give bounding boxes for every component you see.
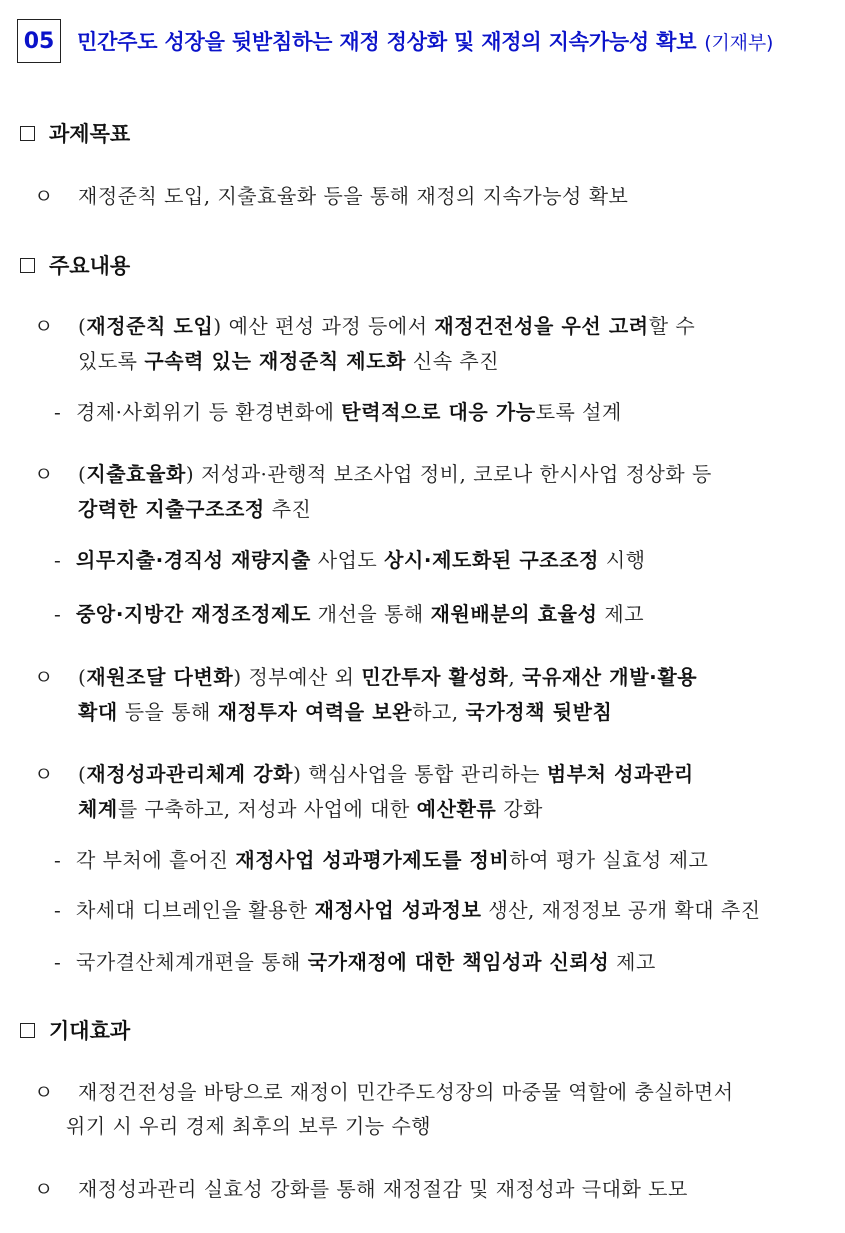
text-run: 토록 설계 [535, 400, 622, 424]
text-run: 각 부처에 흩어진 [76, 848, 236, 872]
bold-run: 범부처 성과관리 [546, 762, 694, 786]
circle-bullet-icon: ㅇ [34, 462, 54, 486]
bold-run: 상시·제도화된 구조조정 [384, 548, 600, 572]
text-run: 있도록 [78, 349, 145, 373]
text-run: ( [78, 462, 87, 486]
dash-bullet-icon: - [54, 548, 62, 572]
text-run: 국가결산체계개편을 통해 [76, 950, 308, 974]
bold-run: 재원배분의 효율성 [430, 602, 598, 626]
text-run: 신속 추진 [406, 349, 500, 373]
dash-bullet-icon: - [54, 950, 62, 974]
main-item-4-sub3 [54, 946, 656, 975]
page-title [77, 26, 773, 56]
text-run: ) 저성과·관행적 보조사업 정비, 코로나 한시사업 정상화 등 [185, 462, 712, 486]
goal-text: 재정준칙 도입, 지출효율화 등을 통해 재정의 지속가능성 확보 [78, 184, 629, 208]
text-run: 재정건전성을 바탕으로 재정이 민간주도성장의 마중물 역할에 충실하면서 [78, 1080, 734, 1104]
bold-run: 재정사업 성과정보 [314, 898, 482, 922]
bold-run: 재정투자 여력을 보완 [217, 700, 413, 724]
circle-bullet-icon: ㅇ [34, 665, 54, 689]
circle-bullet-icon: ㅇ [34, 314, 54, 338]
text-run: 를 구축하고, 저성과 사업에 대한 [117, 797, 417, 821]
dash-bullet-icon: - [54, 898, 62, 922]
main-item-3-line2 [78, 696, 612, 725]
bold-run: 재정준칙 도입 [86, 314, 214, 338]
text-run: 차세대 디브레인을 활용한 [76, 898, 315, 922]
section-goal-title: 과제목표 [49, 122, 131, 146]
bold-run: 재정사업 성과평가제도를 정비 [235, 848, 510, 872]
text-run: ( [78, 314, 87, 338]
text-run: ) 정부예산 외 [233, 665, 362, 689]
bold-run: 재정건전성을 우선 고려 [434, 314, 649, 338]
main-item-4-line2 [78, 793, 543, 822]
main-item-2-line1 [34, 458, 712, 487]
text-run: 시행 [599, 548, 646, 572]
text-run: ) 예산 편성 과정 등에서 [213, 314, 435, 338]
main-item-4-line1 [34, 758, 694, 787]
effect-item-2 [34, 1173, 688, 1202]
text-run: 개선을 통해 [310, 602, 431, 626]
main-item-4-sub1 [54, 844, 708, 873]
section-main-title: 주요내용 [49, 254, 131, 278]
bold-run: 의무지출·경직성 재량지출 [76, 548, 311, 572]
bold-run: 국가정책 뒷받침 [465, 700, 613, 724]
circle-bullet-icon: ㅇ [34, 184, 54, 208]
checkbox-square-icon [20, 126, 35, 141]
title-text: 민간주도 성장을 뒷받침하는 재정 정상화 및 재정의 지속가능성 확보 [77, 30, 697, 54]
main-item-4-sub2 [54, 894, 761, 923]
task-number: 05 [23, 28, 55, 54]
dash-bullet-icon: - [54, 848, 62, 872]
text-run: , [508, 665, 523, 689]
section-effect-title: 기대효과 [49, 1019, 131, 1043]
circle-bullet-icon: ㅇ [34, 1177, 54, 1201]
text-run: 사업도 [310, 548, 385, 572]
text-run: ( [78, 665, 87, 689]
section-main-heading [20, 250, 130, 280]
main-item-3-line1 [34, 661, 697, 690]
text-run: ( [78, 762, 87, 786]
text-run: 등을 통해 [117, 700, 218, 724]
text-run: 제고 [597, 602, 645, 626]
bold-run: 재원조달 다변화 [86, 665, 234, 689]
effect-item-1-line1 [34, 1076, 734, 1105]
text-run: 위기 시 우리 경제 최후의 보루 기능 수행 [66, 1114, 432, 1138]
ministry-label: (기재부) [704, 32, 774, 54]
checkbox-square-icon [20, 1023, 35, 1038]
bold-run: 체계 [78, 797, 118, 821]
text-run: 생산, 재정정보 공개 확대 추진 [481, 898, 761, 922]
checkbox-square-icon [20, 258, 35, 273]
bold-run: 민간투자 활성화 [361, 665, 509, 689]
text-run: 재정성과관리 실효성 강화를 통해 재정절감 및 재정성과 극대화 도모 [78, 1177, 688, 1201]
circle-bullet-icon: ㅇ [34, 762, 54, 786]
main-item-1-line1 [34, 310, 695, 339]
dash-bullet-icon: - [54, 602, 62, 626]
bold-run: 재정성과관리체계 강화 [86, 762, 294, 786]
text-run: 경제·사회위기 등 환경변화에 [76, 400, 342, 424]
bold-run: 국유재산 개발·활용 [522, 665, 698, 689]
text-run: 강화 [496, 797, 543, 821]
bold-run: 확대 [78, 700, 118, 724]
task-number-box [17, 19, 61, 63]
bold-run: 중앙·지방간 재정조정제도 [76, 602, 311, 626]
main-item-2-line2 [78, 493, 311, 522]
effect-item-1-line2 [66, 1110, 431, 1139]
main-item-1-line2 [78, 345, 499, 374]
text-run: 할 수 [648, 314, 696, 338]
bold-run: 국가재정에 대한 책임성과 신뢰성 [307, 950, 610, 974]
bold-run: 예산환류 [416, 797, 497, 821]
bold-run: 구속력 있는 재정준칙 제도화 [144, 349, 407, 373]
section-goal-heading [20, 118, 130, 148]
page-header [17, 16, 773, 66]
main-item-2-sub2 [54, 598, 644, 627]
text-run: 하고, [412, 700, 466, 724]
text-run: ) 핵심사업을 통합 관리하는 [293, 762, 547, 786]
text-run: 추진 [264, 497, 312, 521]
bold-run: 강력한 지출구조조정 [78, 497, 265, 521]
bold-run: 지출효율화 [86, 462, 186, 486]
main-item-2-sub1 [54, 544, 646, 573]
text-run: 제고 [609, 950, 656, 974]
text-run: 하여 평가 실효성 제고 [509, 848, 709, 872]
dash-bullet-icon: - [54, 400, 62, 424]
bold-run: 탄력적으로 대응 가능 [341, 400, 536, 424]
section-effect-heading [20, 1015, 130, 1045]
goal-item [34, 180, 628, 209]
circle-bullet-icon: ㅇ [34, 1080, 54, 1104]
main-item-1-sub1 [54, 396, 622, 425]
